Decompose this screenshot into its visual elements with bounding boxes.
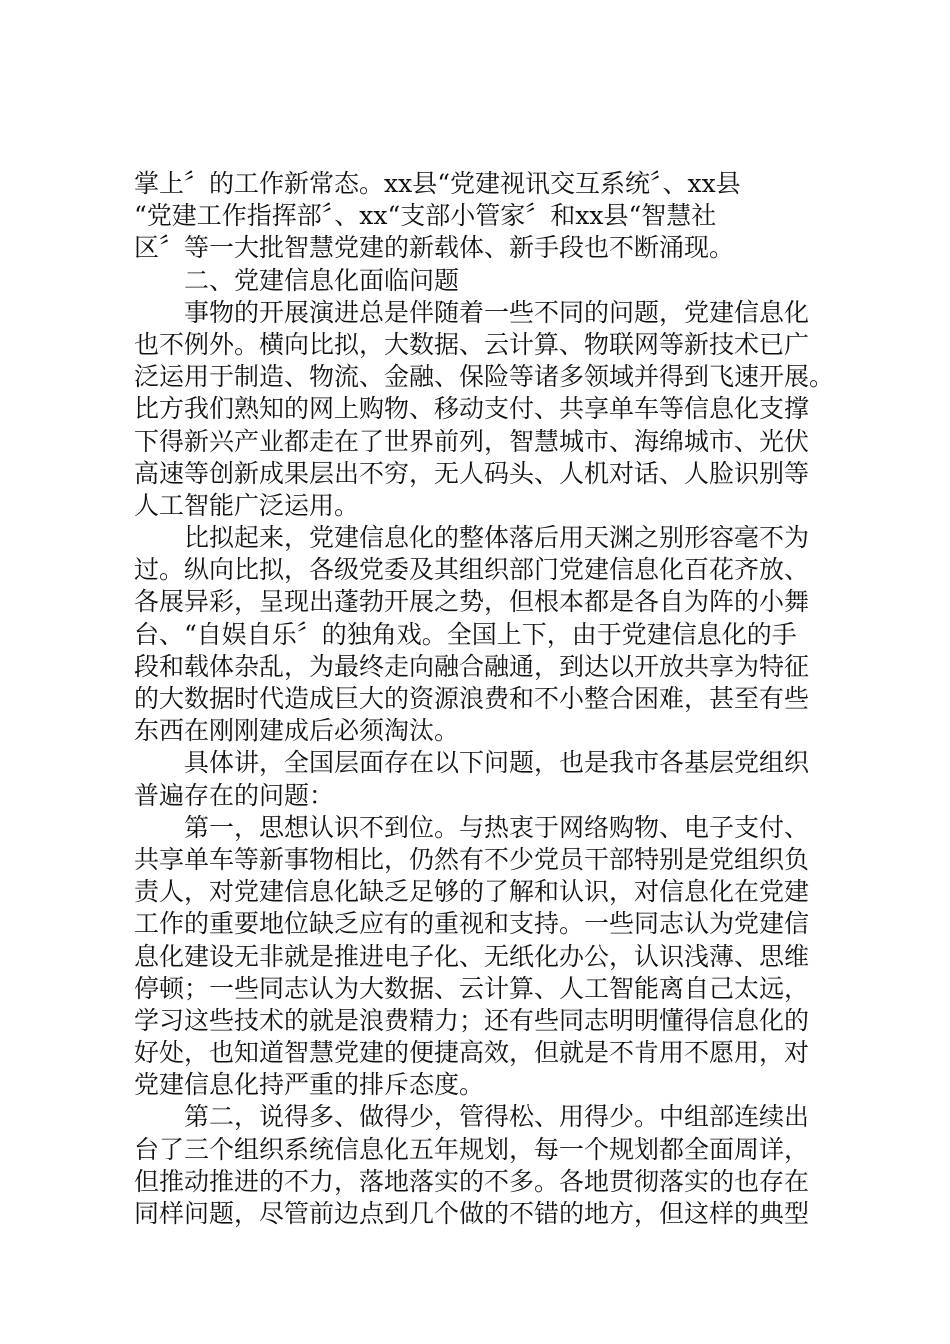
- text-line: 同样问题，尽管前边点到几个做的不错的地方，但这样的典型: [134, 1199, 810, 1228]
- text-line: 共享单车等新事物相比，仍然有不少党员干部特别是党组织负: [134, 844, 810, 874]
- text-line: 掌上〞的工作新常态。xx县“党建视讯交互系统〞、xx县: [134, 169, 741, 198]
- text-line: 普遍存在的问题：: [134, 780, 335, 810]
- document-body: [134, 168, 834, 1230]
- text-line: 东西在刚刚建成后必须淘汰。: [134, 716, 460, 746]
- text-line: “党建工作指挥部〞、xx“支部小管家〞和xx县“智慧社: [134, 201, 717, 231]
- paragraph-start: 第一，思想认识不到位。与热衷于网络购物、电子支付、: [184, 812, 810, 842]
- text-line: 台、“自娱自乐〞的独角戏。全国上下，由于党建信息化的手: [134, 619, 797, 649]
- text-line: 比方我们熟知的网上购物、移动支付、共享单车等信息化支撑: [134, 394, 810, 424]
- text-line: 的大数据时代造成巨大的资源浪费和不小整合困难，甚至有些: [134, 684, 810, 713]
- text-line: 泛运用于制造、物流、金融、保险等诸多领域并得到飞速开展。: [134, 362, 835, 392]
- text-line: 段和载体杂乱，为最终走向融合融通，到达以开放共享为特征: [134, 651, 810, 681]
- text-line: 停顿；一些同志认为大数据、云计算、人工智能离自己太远，: [134, 973, 810, 1003]
- text-line: 人工智能广泛运用。: [134, 490, 360, 520]
- text-line: 台了三个组织系统信息化五年规划，每一个规划都全面周详，: [134, 1134, 810, 1164]
- section-heading: 二、党建信息化面临问题: [184, 265, 460, 295]
- text-line: 工作的重要地位缺乏应有的重视和支持。一些同志认为党建信: [134, 909, 810, 939]
- text-line: 学习这些技术的就是浪费精力；还有些同志明明懂得信息化的: [134, 1005, 810, 1035]
- paragraph-start: 比拟起来，党建信息化的整体落后用天渊之别形容毫不为: [184, 523, 810, 553]
- text-line: 责人，对党建信息化缺乏足够的了解和认识，对信息化在党建: [134, 877, 810, 907]
- text-line: 区〞等一大批智慧党建的新载体、新手段也不断涌现。: [134, 233, 735, 263]
- text-line: 党建信息化持严重的排斥态度。: [134, 1070, 485, 1100]
- text-line: 但推动推进的不力，落地落实的不多。各地贯彻落实的也存在: [134, 1166, 810, 1196]
- text-line: 好处，也知道智慧党建的便捷高效，但就是不肯用不愿用，对: [134, 1038, 810, 1068]
- paragraph-start: 事物的开展演进总是伴随着一些不同的问题，党建信息化: [184, 297, 810, 327]
- paragraph-start: 第二，说得多、做得少，管得松、用得少。中组部连续出: [184, 1102, 810, 1132]
- text-line: 高速等创新成果层出不穷，无人码头、人机对话、人脸识别等: [134, 458, 810, 488]
- text-line: 也不例外。横向比拟，大数据、云计算、物联网等新技术已广: [134, 329, 810, 359]
- text-line: 下得新兴产业都走在了世界前列，智慧城市、海绵城市、光伏: [134, 426, 810, 456]
- text-line: 息化建设无非就是推进电子化、无纸化办公，认识浅薄、思维: [134, 941, 810, 971]
- text-line: 各展异彩，呈现出蓬勃开展之势，但根本都是各自为阵的小舞: [134, 587, 810, 617]
- text-line: 过。纵向比拟，各级党委及其组织部门党建信息化百花齐放、: [134, 555, 810, 585]
- paragraph-start: 具体讲，全国层面存在以下问题，也是我市各基层党组织: [184, 748, 810, 778]
